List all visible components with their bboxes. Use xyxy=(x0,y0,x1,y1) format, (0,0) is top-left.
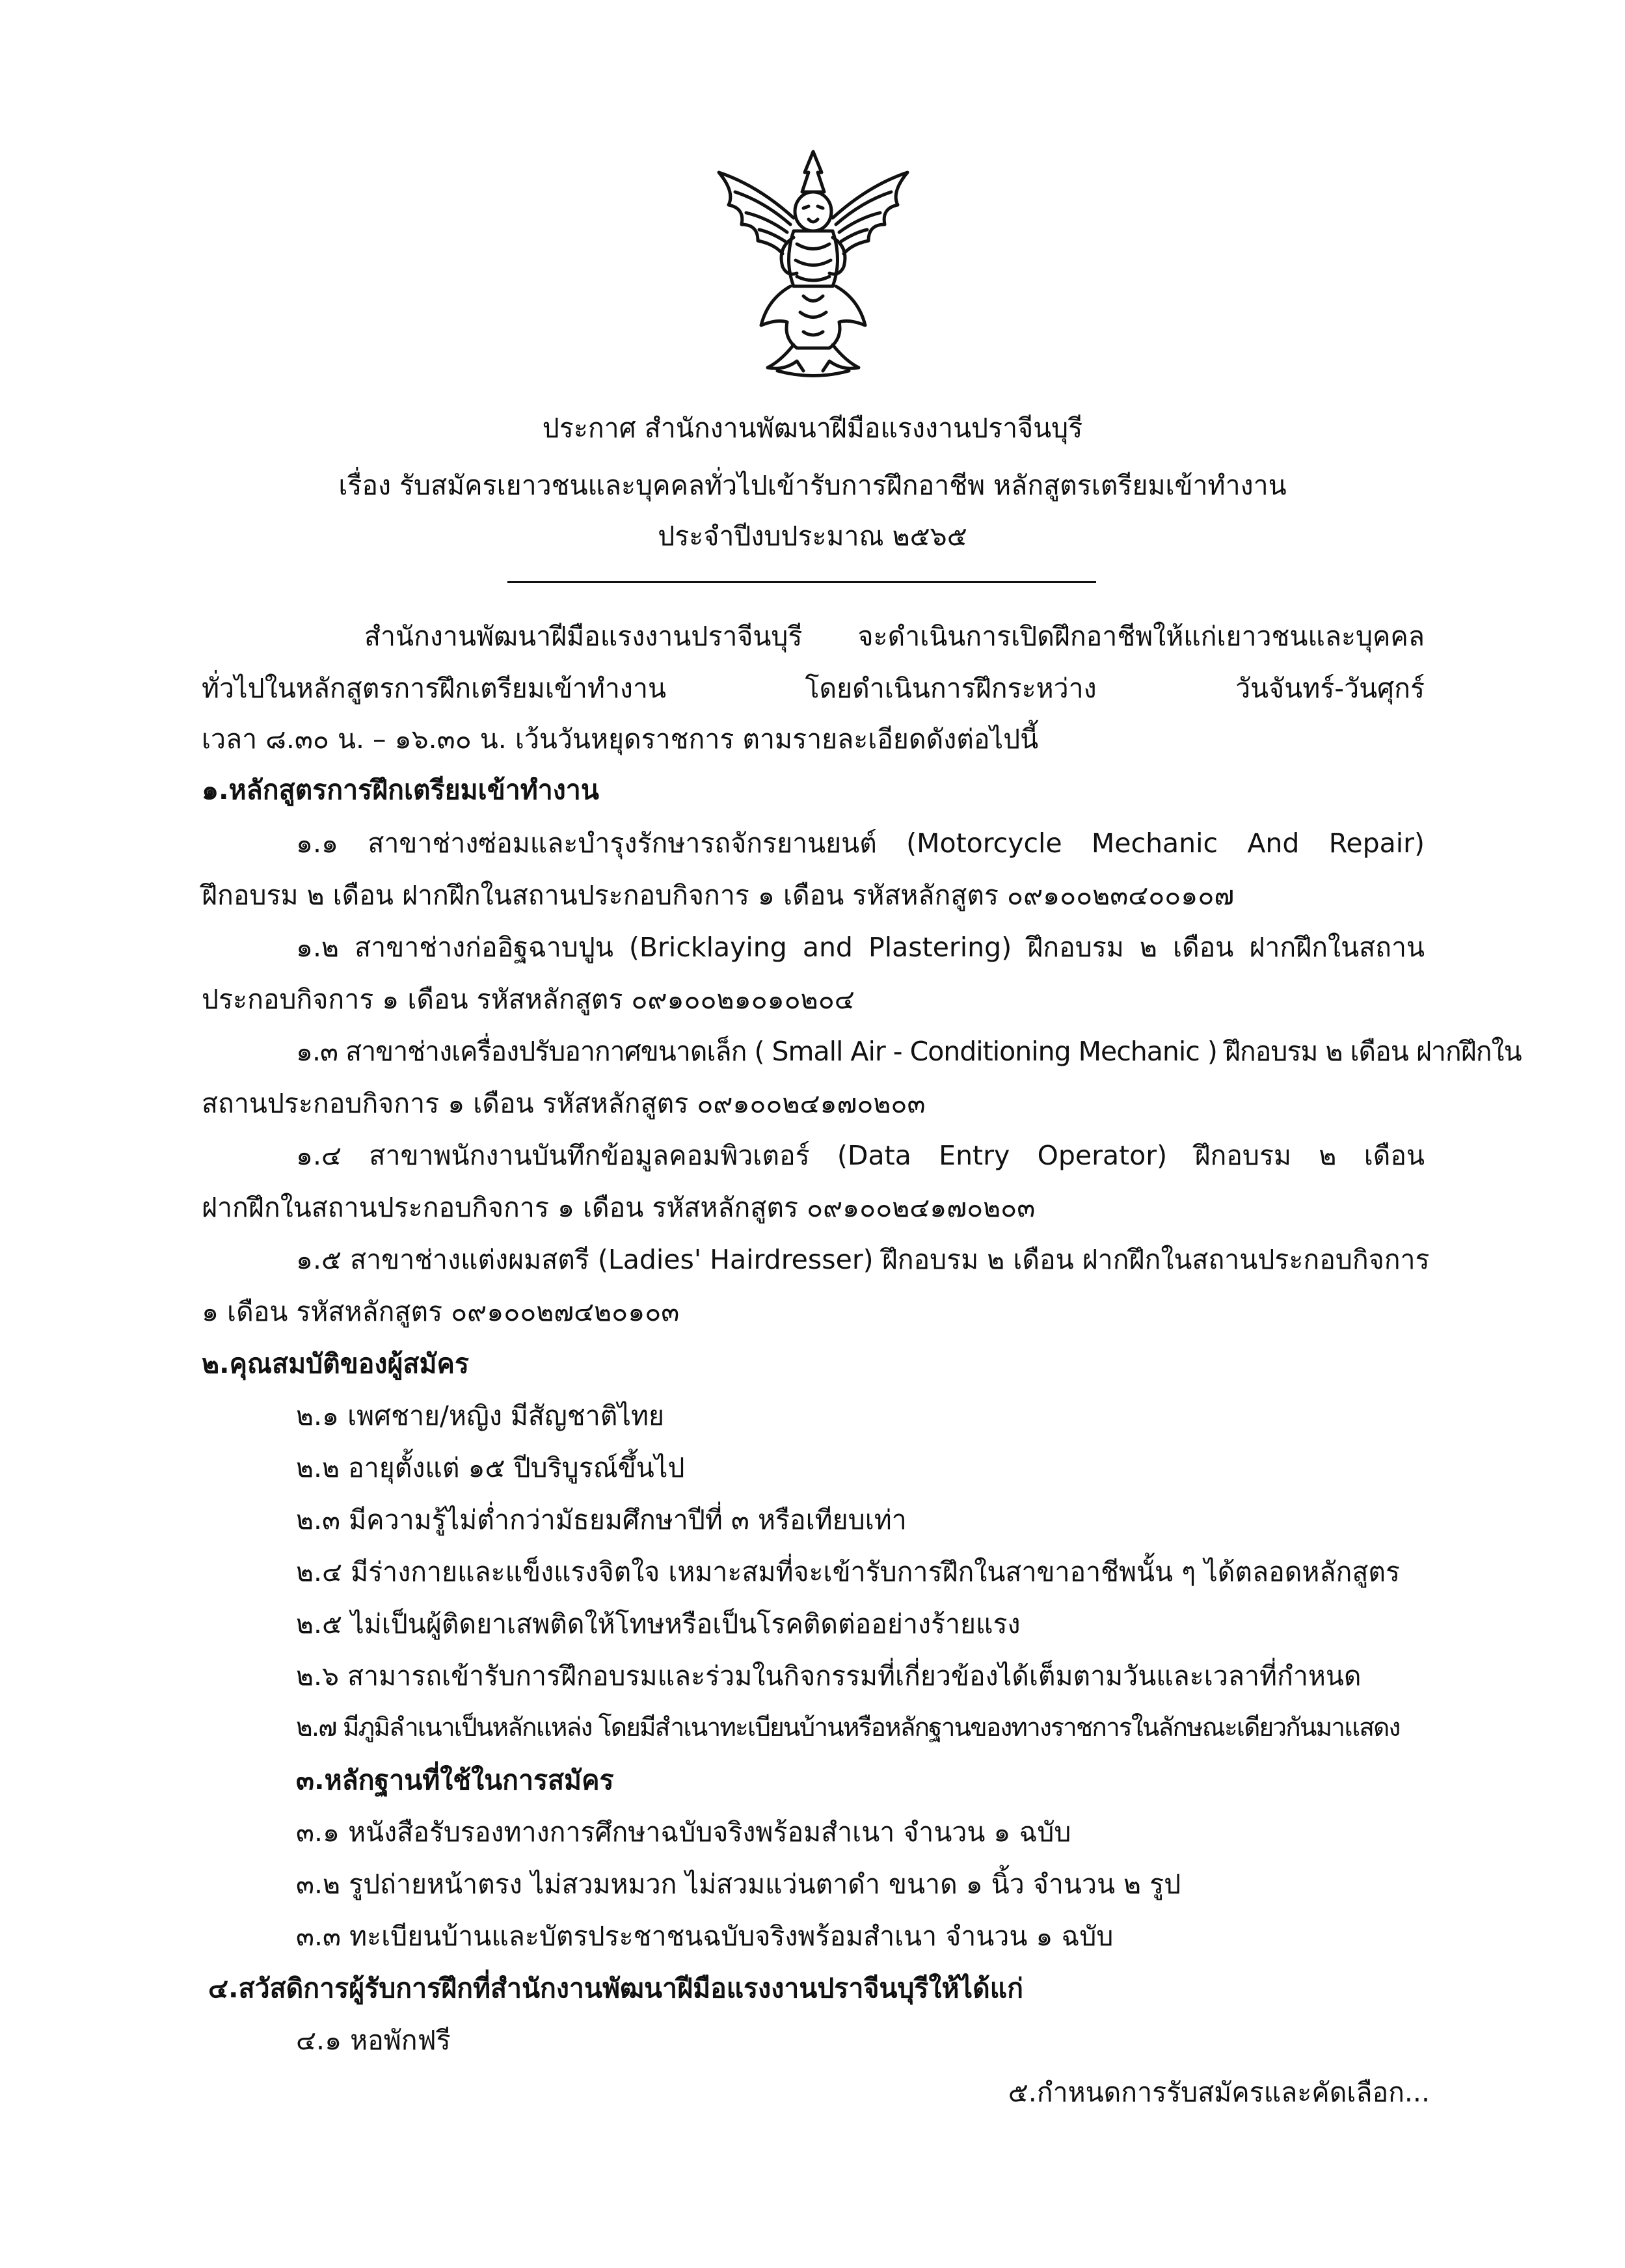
section-3-heading: ๓.หลักฐานที่ใช้ในการสมัคร xyxy=(296,1764,614,1796)
qualification-item: ๒.๔ มีร่างกายและแข็งแรงจิตใจ เหมาะสมที่จะเข้ารับการฝึกในสาขาอาชีพนั้น ๆ ได้ตลอดหลักสูตร xyxy=(296,1556,1401,1587)
qualification-item: ๒.๕ ไม่เป็นผู้ติดยาเสพติดให้โทษหรือเป็นโรคติดต่ออย่างร้ายแรง xyxy=(296,1608,1021,1640)
intro-line-2: ทั่วไปในหลักสูตรการฝึกเตรียมเข้าทำงาน โดยดำเนินการฝึกระหว่าง วันจันทร์-วันศุกร์ xyxy=(202,673,1425,704)
course-1-3-line-1: ๑.๓ สาขาช่างเครื่องปรับอากาศขนาดเล็ก ( Small Air - Conditioning Mechanic ) ฝึกอบรม ๒ เดือน ฝากฝึกใน xyxy=(296,1036,1522,1067)
qualification-item: ๒.๗ มีภูมิลำเนาเป็นหลักแหล่ง โดยมีสำเนาทะเบียนบ้านหรือหลักฐานของทางราชการในลักษณะเดียวกันมาแสดง xyxy=(296,1713,1400,1742)
section-1-heading: ๑.หลักสูตรการฝึกเตรียมเข้าทำงาน xyxy=(202,774,599,805)
course-1-4-line-1: ๑.๔ สาขาพนักงานบันทึกข้อมูลคอมพิวเตอร์ (Data Entry Operator) ฝึกอบรม ๒ เดือน xyxy=(296,1140,1425,1171)
document-item: ๓.๑ หนังสือรับรองทางการศึกษาฉบับจริงพร้อมสำเนา จำนวน ๑ ฉบับ xyxy=(296,1816,1071,1848)
announcement-subject: เรื่อง รับสมัครเยาวชนและบุคคลทั่วไปเข้ารับการฝึกอาชีพ หลักสูตรเตรียมเข้าทำงาน xyxy=(338,470,1287,501)
intro-line-3: เวลา ๘.๓๐ น. – ๑๖.๓๐ น. เว้นวันหยุดราชการ ตามรายละเอียดดังต่อไปนี้ xyxy=(202,723,1039,755)
course-1-5-line-2: ๑ เดือน รหัสหลักสูตร ๐๙๑๐๐๒๗๔๒๐๑๐๓ xyxy=(202,1296,680,1327)
course-1-5-line-1: ๑.๕ สาขาช่างแต่งผมสตรี (Ladies' Hairdresser) ฝึกอบรม ๒ เดือน ฝากฝึกในสถานประกอบกิจการ xyxy=(296,1244,1430,1275)
garuda-emblem-icon xyxy=(706,146,920,381)
document-item: ๓.๓ ทะเบียนบ้านและบัตรประชาชนฉบับจริงพร้อมสำเนา จำนวน ๑ ฉบับ xyxy=(296,1921,1114,1952)
header-divider xyxy=(507,581,1096,583)
course-1-2-line-1: ๑.๒ สาขาช่างก่ออิฐฉาบปูน (Bricklaying and Plastering) ฝึกอบรม ๒ เดือน ฝากฝึกในสถาน xyxy=(296,932,1425,963)
section-4-heading: ๔.สวัสดิการผู้รับการฝึกที่สำนักงานพัฒนาฝีมือแรงงานปราจีนบุรีให้ได้แก่ xyxy=(208,1973,1023,2004)
course-1-1-line-2: ฝึกอบรม ๒ เดือน ฝากฝึกในสถานประกอบกิจการ ๑ เดือน รหัสหลักสูตร ๐๙๑๐๐๒๓๔๐๐๑๐๗ xyxy=(202,880,1235,911)
announcement-title: ประกาศ สำนักงานพัฒนาฝีมือแรงงานปราจีนบุรี xyxy=(542,412,1083,444)
qualification-item: ๒.๓ มีความรู้ไม่ต่ำกว่ามัธยมศึกษาปีที่ ๓ หรือเทียบเท่า xyxy=(296,1504,907,1535)
continuation-note: ๕.กำหนดการรับสมัครและคัดเลือก... xyxy=(1008,2077,1430,2108)
qualification-item: ๒.๒ อายุตั้งแต่ ๑๕ ปีบริบูรณ์ขึ้นไป xyxy=(296,1452,685,1483)
qualification-item: ๒.๖ สามารถเข้ารับการฝึกอบรมและร่วมในกิจกรรมที่เกี่ยวข้องได้เต็มตามวันและเวลาที่กำหนด xyxy=(296,1660,1362,1692)
course-1-4-line-2: ฝากฝึกในสถานประกอบกิจการ ๑ เดือน รหัสหลักสูตร ๐๙๑๐๐๒๔๑๗๐๒๐๓ xyxy=(202,1192,1036,1223)
course-1-1-line-1: ๑.๑ สาขาช่างซ่อมและบำรุงรักษารถจักรยานยนต์ (Motorcycle Mechanic And Repair) xyxy=(296,828,1425,859)
course-1-2-line-2: ประกอบกิจการ ๑ เดือน รหัสหลักสูตร ๐๙๑๐๐๒๑๐๑๐๒๐๔ xyxy=(202,984,855,1015)
section-2-heading: ๒.คุณสมบัติของผู้สมัคร xyxy=(202,1348,469,1379)
document-item: ๓.๒ รูปถ่ายหน้าตรง ไม่สวมหมวก ไม่สวมแว่นตาดำ ขนาด ๑ นิ้ว จำนวน ๒ รูป xyxy=(296,1869,1181,1900)
intro-line-1: สำนักงานพัฒนาฝีมือแรงงานปราจีนบุรี จะดำเนินการเปิดฝึกอาชีพให้แก่เยาวชนและบุคคล xyxy=(364,621,1425,652)
fiscal-year: ประจำปีงบประมาณ ๒๕๖๕ xyxy=(658,520,967,552)
welfare-item: ๔.๑ หอพักฟรี xyxy=(296,2025,451,2056)
qualification-item: ๒.๑ เพศชาย/หญิง มีสัญชาติไทย xyxy=(296,1400,665,1431)
course-1-3-line-2: สถานประกอบกิจการ ๑ เดือน รหัสหลักสูตร ๐๙๑๐๐๒๔๑๗๐๒๐๓ xyxy=(202,1088,926,1119)
